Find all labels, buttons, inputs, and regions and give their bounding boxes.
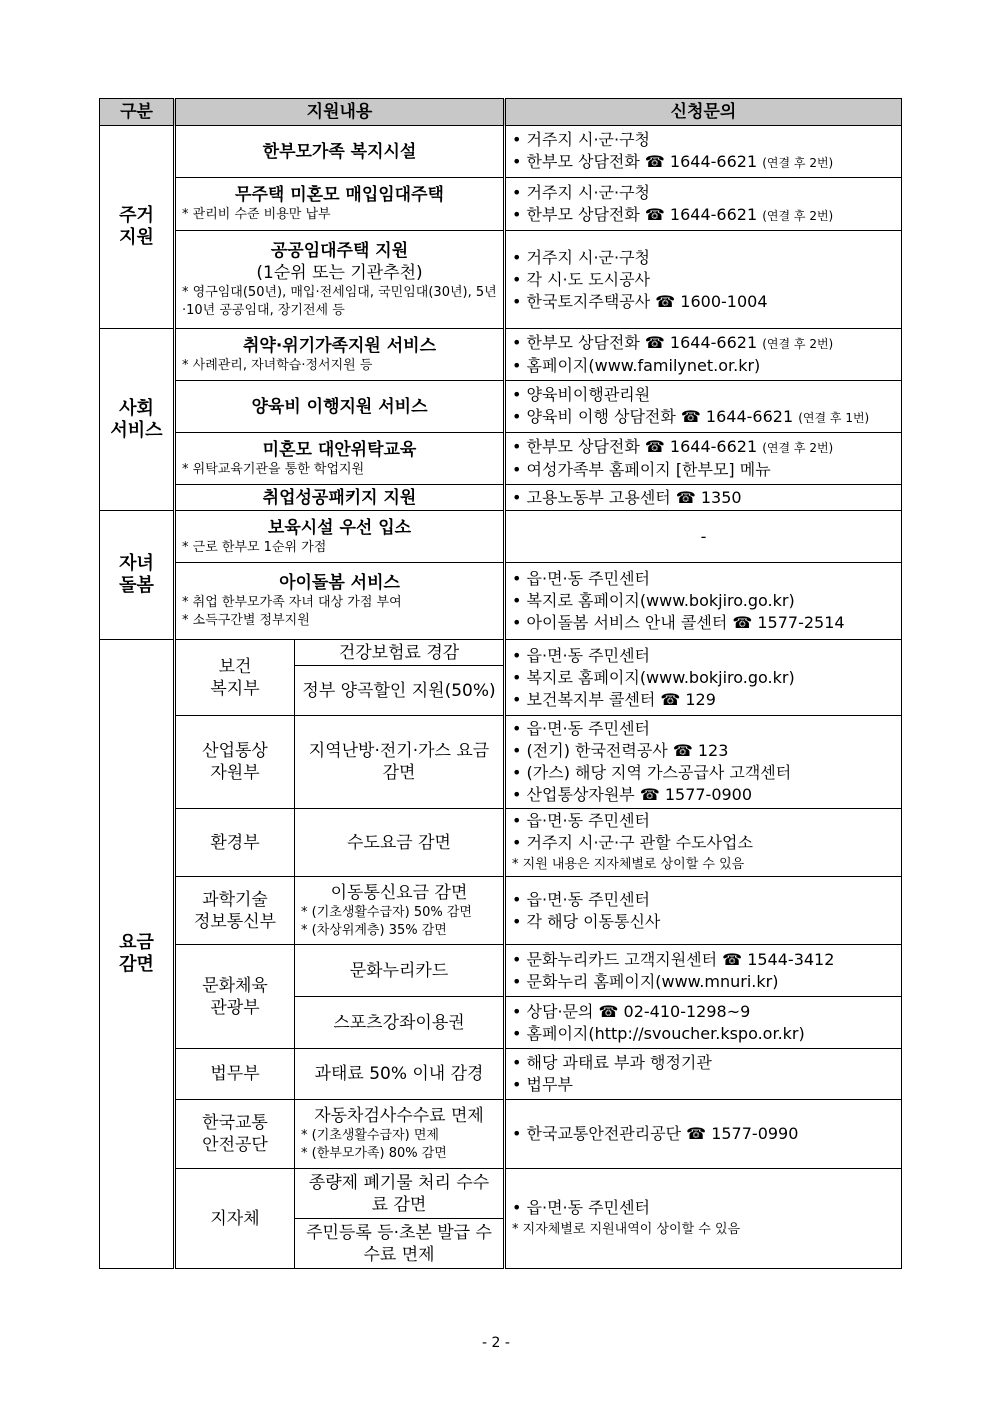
contact-cell: • 읍·면·동 주민센터 • (전기) 한국전력공사 ☎ 123 • (가스) 해당 지역 가스공급사 고객센터 • 산업통상자원부 ☎ 1577-0900 — [505, 716, 902, 809]
table-row — [100, 1049, 902, 1100]
contact-cell: • 한부모 상담전화 ☎ 1644-6621 (연결 후 2번) • 홈페이지(www.familynet.or.kr) — [505, 329, 902, 381]
table-row — [100, 381, 902, 433]
table-row — [100, 809, 902, 877]
table-row — [100, 563, 902, 640]
agency-cell: 보건 복지부 — [175, 640, 295, 716]
item-name: 종량제 폐기물 처리 수수료 감면 — [295, 1169, 505, 1219]
item-name: 건강보험료 경감 — [295, 640, 505, 666]
header-inquiry: 신청문의 — [505, 99, 902, 126]
item-name: 수도요금 감면 — [295, 809, 505, 877]
contact-cell: • 한부모 상담전화 ☎ 1644-6621 (연결 후 2번) • 여성가족부 홈페이지 [한부모] 메뉴 — [505, 433, 902, 485]
item-name: 정부 양곡할인 지원(50%) — [295, 666, 505, 716]
table-row — [100, 485, 902, 511]
table-row — [100, 329, 902, 381]
table-row — [100, 877, 902, 945]
table-row — [100, 231, 902, 329]
item-cell: 공공임대주택 지원 (1순위 또는 기관추천) * 영구임대(50년), 매입·전세임대, 국민임대(30년), 5년·10년 공공임대, 장기전세 등 — [175, 231, 505, 329]
support-table — [99, 98, 902, 1269]
contact-cell: • 해당 과태료 부과 행정기관 • 법무부 — [505, 1049, 902, 1100]
item-cell: 보육시설 우선 입소 * 근로 한부모 1순위 가점 — [175, 511, 505, 563]
item-name: 스포츠강좌이용권 — [295, 997, 505, 1049]
contact-cell: • 거주지 시·군·구청 • 한부모 상담전화 ☎ 1644-6621 (연결 후 2번) — [505, 178, 902, 231]
item-name: 양육비 이행지원 서비스 — [175, 381, 505, 433]
item-cell: 이동통신요금 감면 * (기초생활수급자) 50% 감면 * (차상위계층) 35% 감면 — [295, 877, 505, 945]
contact-cell: • 양육비이행관리원 • 양육비 이행 상담전화 ☎ 1644-6621 (연결 후 1번) — [505, 381, 902, 433]
table-row — [100, 945, 902, 997]
table-row — [100, 1100, 902, 1169]
contact-cell: • 읍·면·동 주민센터 • 복지로 홈페이지(www.bokjiro.go.kr) • 보건복지부 콜센터 ☎ 129 — [505, 640, 902, 716]
contact-cell: • 읍·면·동 주민센터 • 각 해당 이동통신사 — [505, 877, 902, 945]
contact-cell: • 읍·면·동 주민센터 • 복지로 홈페이지(www.bokjiro.go.kr) • 아이돌봄 서비스 안내 콜센터 ☎ 1577-2514 — [505, 563, 902, 640]
agency-cell: 법무부 — [175, 1049, 295, 1100]
item-cell: 취약·위기가족지원 서비스 * 사례관리, 자녀학습·정서지원 등 — [175, 329, 505, 381]
table-row — [100, 178, 902, 231]
header-category: 구분 — [100, 99, 175, 126]
contact-cell: • 고용노동부 고용센터 ☎ 1350 — [505, 485, 902, 511]
table-row — [100, 640, 902, 666]
agency-cell: 과학기술 정보통신부 — [175, 877, 295, 945]
table-row — [100, 1169, 902, 1219]
agency-cell: 환경부 — [175, 809, 295, 877]
category-housing: 주거 지원 — [100, 126, 175, 329]
table-row — [100, 716, 902, 809]
contact-cell: • 거주지 시·군·구청 • 한부모 상담전화 ☎ 1644-6621 (연결 후 2번) — [505, 126, 902, 178]
item-name: 한부모가족 복지시설 — [175, 126, 505, 178]
table-row — [100, 433, 902, 485]
contact-cell: • 상담·문의 ☎ 02-410-1298~9 • 홈페이지(http://svoucher.kspo.or.kr) — [505, 997, 902, 1049]
item-cell: 자동차검사수수료 면제 * (기초생활수급자) 면제 * (한부모가족) 80% 감면 — [295, 1100, 505, 1169]
category-social: 사회 서비스 — [100, 329, 175, 511]
item-name: 과태료 50% 이내 감경 — [295, 1049, 505, 1100]
item-cell: 미혼모 대안위탁교육 * 위탁교육기관을 통한 학업지원 — [175, 433, 505, 485]
item-cell: 아이돌봄 서비스 * 취업 한부모가족 자녀 대상 가점 부여 * 소득구간별 정부지원 — [175, 563, 505, 640]
item-name: 문화누리카드 — [295, 945, 505, 997]
contact-cell: • 한국교통안전관리공단 ☎ 1577-0990 — [505, 1100, 902, 1169]
contact-cell: • 읍·면·동 주민센터 • 거주지 시·군·구 관할 수도사업소 * 지원 내용은 지자체별로 상이할 수 있음 — [505, 809, 902, 877]
item-name: 지역난방·전기·가스 요금 감면 — [295, 716, 505, 809]
header-support: 지원내용 — [175, 99, 505, 126]
table-row — [100, 511, 902, 563]
contact-cell: - — [505, 511, 902, 563]
agency-cell: 산업통상 자원부 — [175, 716, 295, 809]
table-header — [100, 99, 902, 126]
table-row — [100, 126, 902, 178]
item-cell: 무주택 미혼모 매입임대주택 * 관리비 수준 비용만 납부 — [175, 178, 505, 231]
item-name: 주민등록 등·초본 발급 수수료 면제 — [295, 1219, 505, 1269]
page-number: - 2 - — [482, 1335, 510, 1351]
category-fees: 요금 감면 — [100, 640, 175, 1269]
contact-cell: • 문화누리카드 고객지원센터 ☎ 1544-3412 • 문화누리 홈페이지(www.mnuri.kr) — [505, 945, 902, 997]
contact-cell: • 거주지 시·군·구청 • 각 시·도 도시공사 • 한국토지주택공사 ☎ 1600-1004 — [505, 231, 902, 329]
agency-cell: 한국교통 안전공단 — [175, 1100, 295, 1169]
category-childcare: 자녀 돌봄 — [100, 511, 175, 640]
item-name: 취업성공패키지 지원 — [175, 485, 505, 511]
agency-cell: 문화체육 관광부 — [175, 945, 295, 1049]
contact-cell: • 읍·면·동 주민센터 * 지자체별로 지원내역이 상이할 수 있음 — [505, 1169, 902, 1269]
agency-cell: 지자체 — [175, 1169, 295, 1269]
